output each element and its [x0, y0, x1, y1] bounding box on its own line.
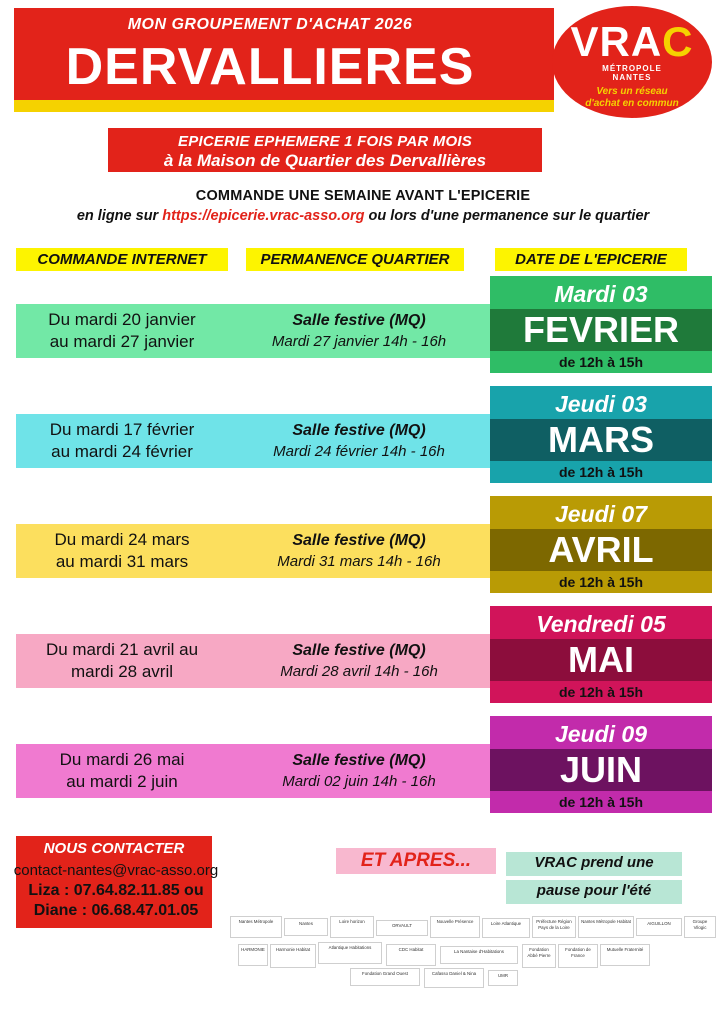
contact-email[interactable]: contact-nantes@vrac-asso.org	[13, 862, 219, 879]
logo-metropole: MÉTROPOLE	[602, 64, 662, 73]
commande-line1: Du mardi 20 janvier	[48, 310, 196, 329]
table-row	[0, 606, 726, 716]
partner-logo: La Nantaise d'Habitations	[440, 946, 518, 964]
cell-commande-internet	[16, 634, 228, 688]
permanence-time: Mardi 27 janvier 14h - 16h	[271, 333, 447, 350]
permanence-time: Mardi 31 mars 14h - 16h	[277, 553, 441, 570]
commande-line2: mardi 28 avril	[70, 662, 174, 681]
logo-nantes: NANTES	[612, 73, 652, 82]
column-header-commande: COMMANDE INTERNET	[16, 248, 228, 271]
commande-line1: Du mardi 26 mai	[59, 750, 185, 769]
table-row	[0, 386, 726, 496]
contact-phone-diane: Diane : 06.68.47.01.05	[33, 902, 199, 919]
date-day: Jeudi 09	[490, 716, 712, 749]
partner-logo: Fondation Grand Ouest	[350, 968, 420, 986]
date-month: AVRIL	[490, 529, 712, 571]
partner-logo: ORVAULT	[376, 920, 428, 936]
date-hours: de 12h à 15h	[490, 571, 712, 593]
header-supertitle: MON GROUPEMENT D'ACHAT 2026	[127, 16, 413, 33]
cell-date-epicerie	[490, 716, 712, 824]
partner-logo: Groupe Vilogic	[684, 916, 716, 938]
commande-line2: au mardi 27 janvier	[49, 332, 195, 351]
column-header-permanence: PERMANENCE QUARTIER	[246, 248, 464, 271]
cell-permanence	[228, 744, 490, 798]
page-title: DERVALLIERES	[65, 38, 475, 96]
cell-commande-internet	[16, 524, 228, 578]
date-month: FEVRIER	[490, 309, 712, 351]
order-note-line1: COMMANDE UNE SEMAINE AVANT L'EPICERIE	[195, 188, 531, 204]
date-month: MARS	[490, 419, 712, 461]
commande-line1: Du mardi 17 février	[49, 420, 195, 439]
partner-logo: UMR	[488, 970, 518, 986]
cell-date-epicerie	[490, 276, 712, 384]
partner-logo: Nantes Métropole	[230, 916, 282, 938]
pause-line1: VRAC prend une	[506, 852, 682, 876]
commande-line2: au mardi 31 mars	[55, 552, 189, 571]
permanence-time: Mardi 28 avril 14h - 16h	[280, 663, 438, 680]
permanence-place: Salle festive (MQ)	[292, 752, 426, 769]
partner-logos	[230, 916, 716, 1016]
partner-logo: Nouvelle Présence	[430, 916, 480, 938]
column-header-date: DATE DE L'EPICERIE	[495, 248, 687, 271]
logo-tagline	[552, 86, 712, 110]
date-month: MAI	[490, 639, 712, 681]
partner-logo: Nantes Métropole Habitat	[578, 916, 634, 938]
cell-date-epicerie	[490, 496, 712, 604]
et-apres-label: ET APRES...	[336, 848, 496, 874]
cell-commande-internet	[16, 744, 228, 798]
date-hours: de 12h à 15h	[490, 351, 712, 373]
table-row	[0, 276, 726, 386]
permanence-place: Salle festive (MQ)	[292, 532, 426, 549]
date-day: Jeudi 07	[490, 496, 712, 529]
permanence-place: Salle festive (MQ)	[292, 312, 426, 329]
banner-line2: à la Maison de Quartier des Dervallières	[163, 151, 487, 170]
banner-line1: EPICERIE EPHEMERE 1 FOIS PAR MOIS	[178, 133, 472, 150]
partner-logo: HARMONIE	[238, 944, 268, 966]
partner-logo: Mutuelle Fraternité	[600, 944, 650, 966]
header-yellow-bar	[14, 100, 554, 112]
logo-word-part2: C	[662, 18, 694, 65]
contact-phone-liza: Liza : 07.64.82.11.85 ou	[28, 882, 204, 899]
partner-logo: Cafasso Daniel & Nina	[424, 968, 484, 988]
epicerie-link[interactable]: https://epicerie.vrac-asso.org	[162, 208, 365, 224]
cell-permanence	[228, 414, 490, 468]
schedule-rows	[0, 276, 726, 826]
partner-logo: Loire Atlantique	[482, 918, 530, 938]
cell-permanence	[228, 524, 490, 578]
epicerie-banner	[108, 128, 542, 172]
cell-commande-internet	[16, 304, 228, 358]
table-row	[0, 716, 726, 826]
column-headers	[0, 248, 726, 274]
partner-logo: Préfecture Région Pays de la Loire	[532, 916, 576, 938]
partner-logo: Harmonie Habitat	[270, 944, 316, 968]
order-note-prefix: en ligne sur	[76, 208, 163, 224]
cell-date-epicerie	[490, 606, 712, 714]
contact-title: NOUS CONTACTER	[43, 840, 185, 857]
table-row	[0, 496, 726, 606]
partner-logo: Fondation Abbé Pierre	[522, 944, 556, 968]
commande-line2: au mardi 24 février	[51, 442, 193, 461]
date-hours: de 12h à 15h	[490, 461, 712, 483]
order-note-suffix: ou lors d'une permanence sur le quartier	[364, 208, 650, 224]
logo-wordmark	[552, 18, 712, 65]
logo-tagline-line1: Vers un réseau	[596, 86, 668, 97]
permanence-time: Mardi 24 février 14h - 16h	[273, 443, 445, 460]
partner-logo: Atlantique Habitations	[318, 942, 382, 964]
pause-line2: pause pour l'été	[506, 880, 682, 904]
logo-tagline-line2: d'achat en commun	[585, 98, 679, 109]
date-day: Mardi 03	[490, 276, 712, 309]
order-note-line2	[0, 208, 726, 224]
cell-commande-internet	[16, 414, 228, 468]
permanence-place: Salle festive (MQ)	[292, 642, 426, 659]
commande-line1: Du mardi 21 avril au	[45, 640, 199, 659]
logo-word-part1: VRA	[570, 18, 663, 65]
order-note	[0, 188, 726, 224]
date-day: Vendredi 05	[490, 606, 712, 639]
cell-permanence	[228, 304, 490, 358]
partner-logo: Nantes	[284, 918, 328, 936]
date-hours: de 12h à 15h	[490, 791, 712, 813]
partner-logo: Fondation de France	[558, 944, 598, 968]
vrac-logo	[552, 6, 712, 118]
cell-permanence	[228, 634, 490, 688]
cell-date-epicerie	[490, 386, 712, 494]
permanence-time: Mardi 02 juin 14h - 16h	[282, 773, 436, 790]
date-day: Jeudi 03	[490, 386, 712, 419]
poster-header	[0, 0, 726, 118]
commande-line2: au mardi 2 juin	[66, 772, 178, 791]
partner-logo: CDC Habitat	[386, 944, 436, 966]
partner-logo: AIGUILLON	[636, 918, 682, 936]
date-hours: de 12h à 15h	[490, 681, 712, 703]
permanence-place: Salle festive (MQ)	[292, 422, 426, 439]
contact-details	[8, 862, 224, 920]
date-month: JUIN	[490, 749, 712, 791]
commande-line1: Du mardi 24 mars	[54, 530, 190, 549]
partner-logo: Loire horizon	[330, 916, 374, 938]
